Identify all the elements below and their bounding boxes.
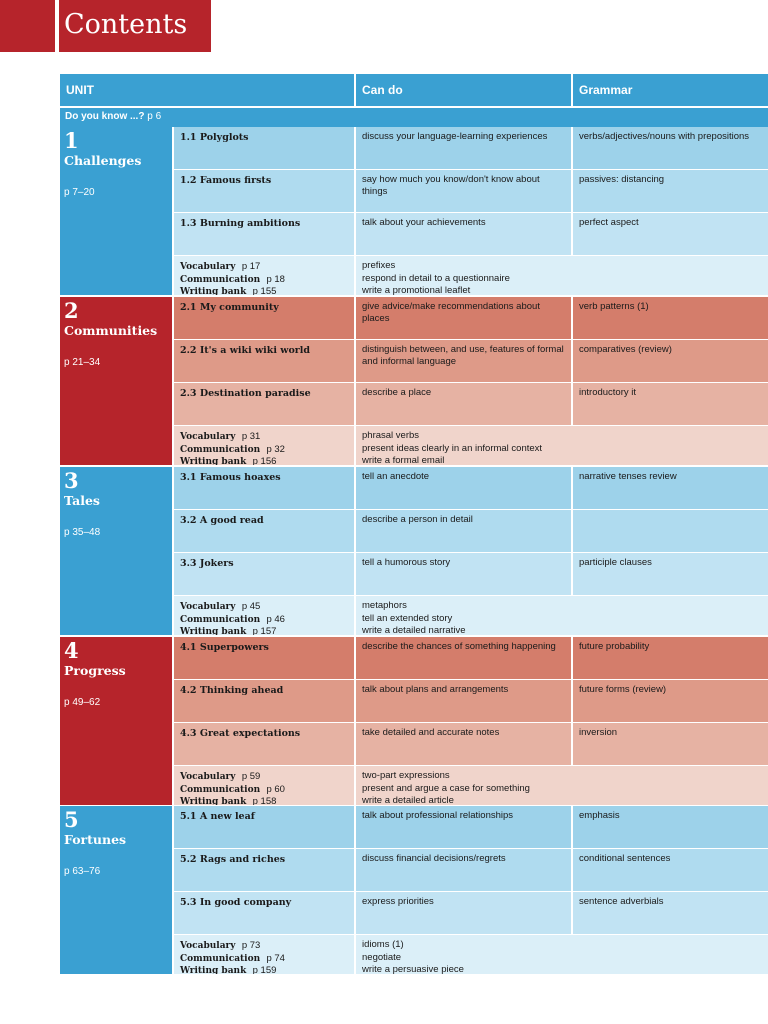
lesson-title: 4.3 Great expectations	[174, 723, 354, 765]
column-header-unit: UNIT	[60, 74, 354, 106]
vocab-link-label: Writing bank	[180, 457, 247, 465]
vocab-link-label: Communication	[180, 274, 261, 285]
vocab-link-label: Vocabulary	[180, 941, 236, 951]
unit-pages: p 7–20	[64, 187, 95, 198]
vocab-links	[174, 426, 354, 465]
vocab-link-line	[180, 614, 354, 627]
title-divider	[55, 0, 59, 52]
vocab-details	[356, 766, 768, 805]
unit-cell	[60, 467, 172, 635]
lesson-title: 2.3 Destination paradise	[174, 383, 354, 425]
grammar-text: introductory it	[573, 383, 768, 425]
cando-text: talk about professional relationships	[356, 806, 571, 848]
grammar-text: passives: distancing	[573, 170, 768, 212]
lesson-title: 3.2 A good read	[174, 510, 354, 552]
grammar-text: inversion	[573, 723, 768, 765]
vocab-link-label: Writing bank	[180, 966, 247, 974]
vocab-detail-line: write a detailed narrative	[362, 625, 466, 635]
vocab-link-label: Writing bank	[180, 287, 247, 295]
lesson-title: 3.1 Famous hoaxes	[174, 467, 354, 509]
unit-number: 2	[64, 298, 79, 323]
vocab-link-line	[180, 940, 354, 953]
vocab-link-label: Communication	[180, 444, 261, 455]
unit-cell	[60, 806, 172, 974]
vocab-details	[356, 256, 768, 295]
vocab-links	[174, 596, 354, 635]
cando-text: give advice/make recommendations about places	[356, 297, 571, 339]
cando-text: discuss your language-learning experiences	[356, 127, 571, 169]
vocab-link-page: p 32	[266, 443, 285, 455]
vocab-link-page: p 74	[266, 952, 285, 964]
cando-text: describe a person in detail	[356, 510, 571, 552]
lesson-title: 1.1 Polyglots	[174, 127, 354, 169]
unit-pages: p 21–34	[64, 357, 101, 368]
grammar-text: verb patterns (1)	[573, 297, 768, 339]
vocab-link-line	[180, 261, 354, 274]
cando-text: distinguish between, and use, features of formal and informal language	[356, 340, 571, 382]
cando-text: express priorities	[356, 892, 571, 934]
vocab-detail-line: two-part expressions	[362, 770, 450, 781]
cando-text: describe a place	[356, 383, 571, 425]
vocab-link-line	[180, 965, 354, 974]
unit-cell	[60, 297, 172, 465]
vocab-links	[174, 256, 354, 295]
grammar-text: narrative tenses review	[573, 467, 768, 509]
cando-text: say how much you know/don't know about things	[356, 170, 571, 212]
vocab-link-line	[180, 274, 354, 287]
lesson-title: 1.3 Burning ambitions	[174, 213, 354, 255]
vocab-link-line	[180, 456, 354, 465]
vocab-link-line	[180, 626, 354, 635]
vocab-link-label: Writing bank	[180, 627, 247, 635]
unit-number: 1	[64, 128, 79, 153]
vocab-detail-line: write a formal email	[362, 455, 445, 465]
vocab-links	[174, 766, 354, 805]
unit-name: Challenges	[64, 153, 142, 168]
unit-number: 5	[64, 807, 79, 832]
lesson-title: 5.2 Rags and riches	[174, 849, 354, 891]
vocab-detail-line: prefixes	[362, 260, 396, 271]
vocab-detail-line: write a detailed article	[362, 795, 454, 805]
lesson-title: 4.1 Superpowers	[174, 637, 354, 679]
vocab-link-page: p 155	[252, 286, 277, 295]
grammar-text	[573, 510, 768, 552]
column-header-cando: Can do	[356, 74, 571, 106]
unit-cell	[60, 637, 172, 805]
unit-name: Communities	[64, 323, 158, 338]
cando-text: take detailed and accurate notes	[356, 723, 571, 765]
vocab-link-page: p 18	[266, 273, 285, 285]
lesson-title: 1.2 Famous firsts	[174, 170, 354, 212]
vocab-link-label: Vocabulary	[180, 602, 236, 612]
vocab-link-line	[180, 771, 354, 784]
vocab-link-line	[180, 796, 354, 805]
vocab-link-label: Communication	[180, 614, 261, 625]
vocab-link-page: p 59	[241, 771, 261, 782]
unit-name: Fortunes	[64, 832, 127, 847]
vocab-link-line	[180, 784, 354, 797]
unit-pages: p 35–48	[64, 527, 101, 538]
unit-number: 3	[64, 468, 79, 493]
vocab-link-page: p 73	[241, 940, 261, 951]
cando-text: talk about your achievements	[356, 213, 571, 255]
vocab-link-page: p 158	[252, 796, 277, 805]
page-title: Contents	[64, 9, 188, 40]
grammar-text: sentence adverbials	[573, 892, 768, 934]
intro-page: p 6	[144, 111, 162, 122]
vocab-link-page: p 60	[266, 783, 285, 795]
vocab-link-page: p 157	[252, 626, 277, 635]
vocab-link-line	[180, 601, 354, 614]
vocab-link-label: Communication	[180, 953, 261, 964]
vocab-detail-line: idioms (1)	[362, 939, 404, 950]
unit-name: Tales	[64, 493, 100, 508]
vocab-link-page: p 159	[252, 965, 277, 974]
vocab-links	[174, 935, 354, 974]
vocab-link-page: p 46	[266, 613, 285, 625]
vocab-detail-line: present ideas clearly in an informal context	[362, 442, 543, 454]
vocab-detail-line: tell an extended story	[362, 612, 453, 624]
intro-label: Do you know ...?	[65, 111, 145, 122]
vocab-details	[356, 426, 768, 465]
vocab-link-page: p 45	[241, 601, 261, 612]
cando-text: describe the chances of something happening	[356, 637, 571, 679]
unit-number: 4	[64, 638, 79, 663]
vocab-link-label: Writing bank	[180, 797, 247, 805]
vocab-detail-line: metaphors	[362, 600, 407, 611]
unit-name: Progress	[64, 663, 126, 678]
vocab-detail-line: write a persuasive piece	[362, 964, 464, 974]
vocab-link-page: p 31	[241, 431, 261, 442]
lesson-title: 3.3 Jokers	[174, 553, 354, 595]
intro-row	[60, 108, 768, 127]
grammar-text: future probability	[573, 637, 768, 679]
grammar-text: future forms (review)	[573, 680, 768, 722]
grammar-text: emphasis	[573, 806, 768, 848]
lesson-title: 5.1 A new leaf	[174, 806, 354, 848]
grammar-text: verbs/adjectives/nouns with prepositions	[573, 127, 768, 169]
vocab-link-line	[180, 286, 354, 295]
grammar-text: conditional sentences	[573, 849, 768, 891]
lesson-title: 2.1 My community	[174, 297, 354, 339]
unit-pages: p 49–62	[64, 697, 101, 708]
vocab-detail-line: phrasal verbs	[362, 430, 420, 441]
vocab-detail-line: respond in detail to a questionnaire	[362, 272, 510, 284]
vocab-link-label: Vocabulary	[180, 772, 236, 782]
vocab-link-label: Vocabulary	[180, 432, 236, 442]
vocab-link-line	[180, 953, 354, 966]
grammar-text: participle clauses	[573, 553, 768, 595]
vocab-detail-line: present and argue a case for something	[362, 782, 530, 794]
lesson-title: 2.2 It's a wiki wiki world	[174, 340, 354, 382]
unit-pages: p 63–76	[64, 866, 101, 877]
cando-text: tell an anecdote	[356, 467, 571, 509]
grammar-text: perfect aspect	[573, 213, 768, 255]
vocab-link-line	[180, 431, 354, 444]
cando-text: discuss financial decisions/regrets	[356, 849, 571, 891]
cando-text: tell a humorous story	[356, 553, 571, 595]
vocab-details	[356, 596, 768, 635]
vocab-link-page: p 17	[241, 261, 261, 272]
vocab-link-label: Vocabulary	[180, 262, 236, 272]
cando-text: talk about plans and arrangements	[356, 680, 571, 722]
grammar-text: comparatives (review)	[573, 340, 768, 382]
vocab-detail-line: negotiate	[362, 951, 402, 963]
lesson-title: 5.3 In good company	[174, 892, 354, 934]
vocab-details	[356, 935, 768, 974]
lesson-title: 4.2 Thinking ahead	[174, 680, 354, 722]
vocab-detail-line: write a promotional leaflet	[362, 285, 471, 295]
column-header-grammar: Grammar	[573, 74, 768, 106]
unit-cell	[60, 127, 172, 295]
vocab-link-page: p 156	[252, 456, 277, 465]
vocab-link-label: Communication	[180, 784, 261, 795]
vocab-link-line	[180, 444, 354, 457]
